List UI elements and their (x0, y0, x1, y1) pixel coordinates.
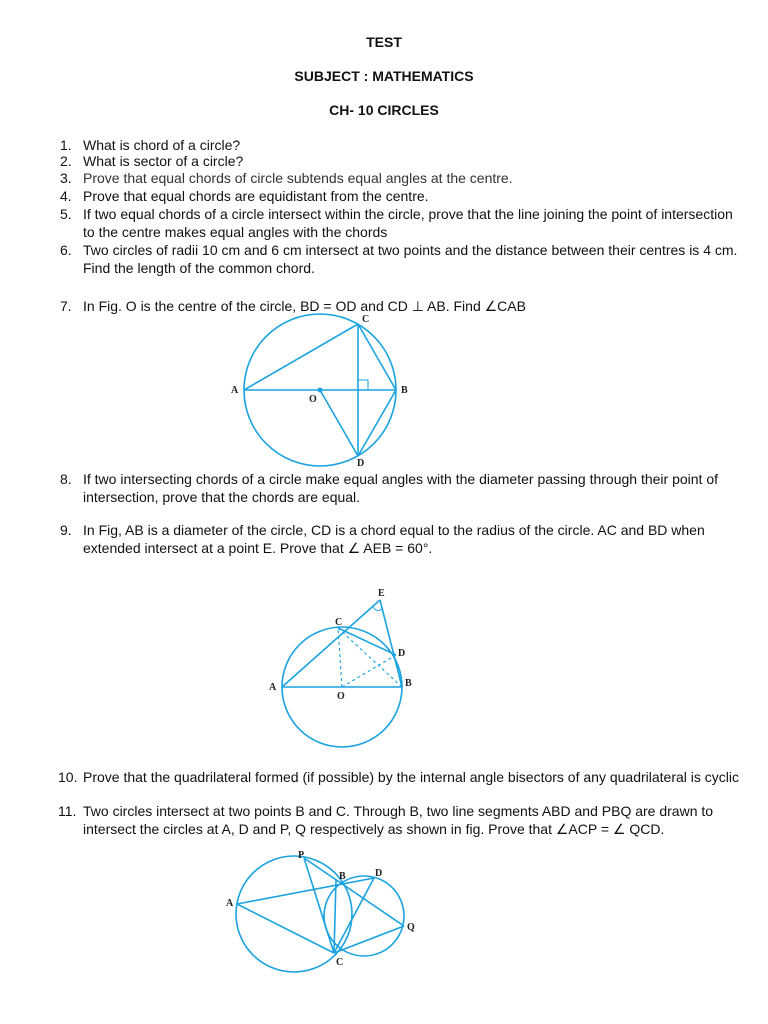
fig9-dotted-oc (338, 628, 342, 687)
chapter-heading: CH- 10 CIRCLES (329, 102, 439, 118)
fig9-label-c: C (335, 617, 343, 628)
question-text: What is chord of a circle? (83, 137, 241, 153)
question-number: 3. (60, 170, 72, 186)
question-text: What is sector of a circle? (83, 153, 244, 169)
question-number: 8. (60, 471, 72, 487)
fig11-line-pc (304, 858, 334, 953)
question-text: In Fig. O is the centre of the circle, BD = OD and CD ⊥ AB. Find ∠CAB (83, 298, 526, 314)
fig7-right-angle-mark (358, 380, 368, 390)
fig7-chord-ac (244, 324, 358, 390)
fig9-label-d: D (398, 648, 406, 659)
question-text: Two circles intersect at two points B and C. Through B, two line segments ABD and PBQ are drawn to intersect the circles at A, D and P, Q respectively as shown in fig. Prove that ∠ACP = ∠ QCD. (83, 803, 714, 837)
fig7-chord-bd (358, 390, 396, 456)
fig7-segment-od (320, 390, 358, 456)
question-number: 6. (60, 242, 72, 258)
question-number: 2. (60, 153, 72, 169)
fig7-label-a: A (231, 385, 239, 396)
fig9-dotted-cb (338, 628, 402, 687)
fig11-line-qc (334, 926, 404, 953)
fig11-label-a: A (226, 898, 234, 909)
question-text: Prove that equal chords of circle subtends equal angles at the centre. (83, 170, 513, 186)
question-text: Prove that equal chords are equidistant from the centre. (83, 188, 429, 204)
question-text: Two circles of radii 10 cm and 6 cm intersect at two points and the distance between their centres is 4 cm. Find the length of the common chord. (83, 242, 738, 276)
fig7-centre-dot (318, 388, 323, 393)
fig11-line-ac (237, 904, 334, 953)
question-number: 5. (60, 206, 72, 222)
fig9-line-ae (282, 600, 380, 687)
question-text: If two intersecting chords of a circle make equal angles with the diameter passing through their point of intersection, prove that the chords are equal. (83, 471, 719, 505)
fig9-label-o: O (337, 691, 345, 702)
fig9-dotted-od (342, 655, 396, 687)
fig7-label-o: O (309, 394, 317, 405)
question-text: In Fig, AB is a diameter of the circle, CD is a chord equal to the radius of the circle. AC and BD when extended intersect at a point E. Prove that ∠ AEB = 60°. (83, 522, 705, 556)
figure-7-circle-diagram (225, 310, 435, 470)
figure-11-intersecting-circles (222, 848, 432, 978)
subject-heading: SUBJECT : MATHEMATICS (294, 68, 474, 84)
fig9-angle-mark-e (373, 607, 382, 611)
question-text: If two equal chords of a circle intersect within the circle, prove that the line joining the point of intersection to the centre makes equal angles with the chords (83, 206, 733, 240)
fig9-label-a: A (269, 682, 277, 693)
fig11-line-dc (334, 878, 374, 953)
fig11-label-p: P (298, 850, 305, 861)
question-number: 7. (60, 298, 72, 314)
figure-9-circle-diagram (265, 585, 425, 750)
fig7-label-b: B (401, 385, 408, 396)
question-text: Prove that the quadrilateral formed (if possible) by the internal angle bisectors of any quadrilateral is cyclic (83, 769, 739, 785)
question-number: 10. (58, 769, 78, 785)
fig9-label-b: B (405, 678, 412, 689)
fig9-label-e: E (378, 588, 385, 599)
fig11-label-d: D (375, 868, 383, 879)
question-number: 4. (60, 188, 72, 204)
fig11-label-c: C (336, 957, 344, 968)
fig11-label-b: B (339, 871, 346, 882)
question-number: 11. (58, 803, 77, 819)
test-heading: TEST (366, 34, 402, 50)
fig7-label-d: D (357, 458, 365, 469)
question-number: 9. (60, 522, 72, 538)
fig11-chord-bc (334, 880, 336, 953)
fig7-label-c: C (362, 314, 370, 325)
question-number: 1. (60, 137, 72, 153)
fig11-label-q: Q (407, 922, 415, 933)
